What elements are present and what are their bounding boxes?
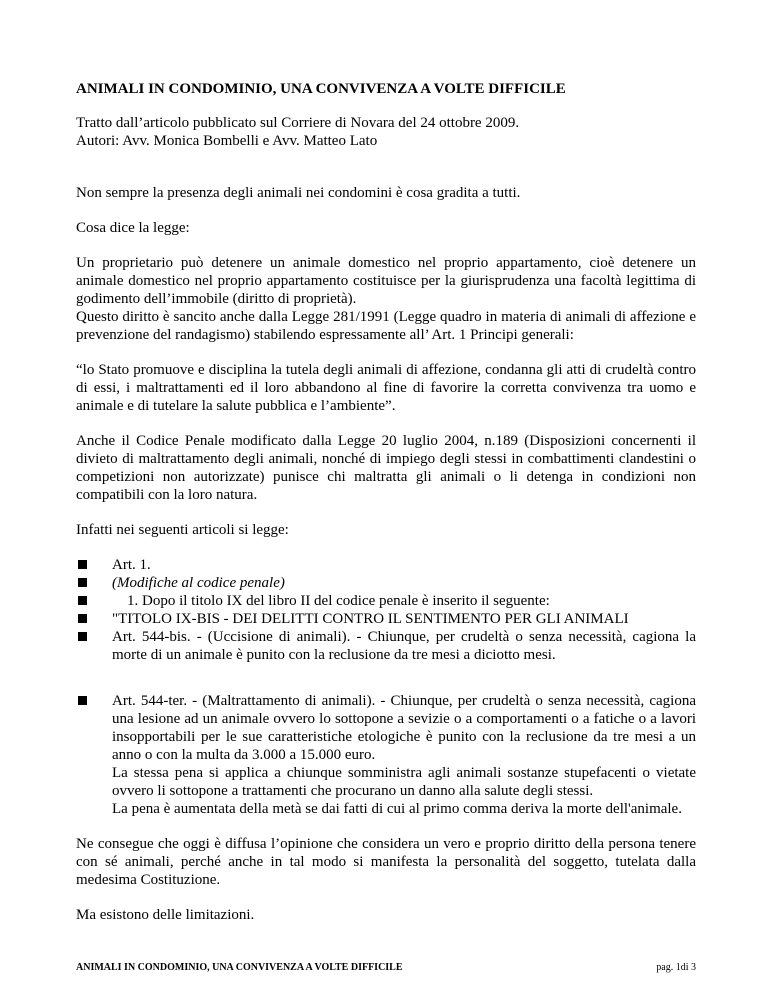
owner-paragraph-text: Un proprietario può detenere un animale domestico nel proprio appartamento, cioè detenere un animale domestico nel proprio appartamento costituisce per la giurisprudenza una facoltà legittima di godimento dell’immobile (diritto di proprietà). (76, 255, 696, 307)
consequence-paragraph: Ne consegue che oggi è diffusa l’opinione che considera un vero e proprio diritto della persona tenere con sé animali, perché anche in tal modo si manifesta la personalità del soggetto, tutelata dalla medesima Costituzione. (76, 836, 696, 888)
owner-rights-paragraph (76, 254, 696, 344)
document-title: ANIMALI IN CONDOMINIO, UNA CONVIVENZA A VOLTE DIFFICILE (76, 81, 566, 97)
black-square-bullet-icon (78, 696, 87, 705)
list-item (76, 610, 696, 628)
articles-intro: Infatti nei seguenti articoli si legge: (76, 522, 289, 538)
black-square-bullet-icon (78, 560, 87, 569)
spacer (76, 150, 696, 184)
black-square-bullet-icon (78, 614, 87, 623)
source-line: Tratto dall’articolo pubblicato sul Corriere di Novara del 24 ottobre 2009. (76, 115, 520, 131)
page-number: pag. 1di 3 (656, 962, 696, 973)
footer-title: ANIMALI IN CONDOMINIO, UNA CONVIVENZA A VOLTE DIFFICILE (76, 962, 403, 973)
limits-paragraph: Ma esistono delle limitazioni. (76, 907, 255, 923)
article-source (76, 114, 696, 150)
list-item-text: Art. 1. (112, 557, 151, 573)
articles-list (76, 556, 696, 818)
list-item-text: 1. Dopo il titolo IX del libro II del codice penale è inserito il seguente: (112, 593, 550, 609)
document-body (76, 80, 696, 941)
law-quote: “lo Stato promuove e disciplina la tutela degli animali di affezione, condanna gli atti di crudeltà contro di essi, i maltrattamenti ed il loro abbandono al fine di favorire la corretta convivenza tra uomo e animale e di tutelare la salute pubblica e l’ambiente”. (76, 362, 696, 414)
list-item-text: Art. 544-ter. - (Maltrattamento di animali). - Chiunque, per crudeltà o senza necessità, cagiona una lesione ad un animale ovvero lo sottopone a sevizie o a comportamenti o a fatiche o a lavori insopportabili per le sue caratteristiche etologiche è punito con la reclusione da tre mesi a un anno o con la multa da 3.000 a 15.000 euro. (112, 693, 696, 763)
list-item (76, 574, 696, 592)
list-item (76, 592, 696, 610)
law-281-paragraph-text: Questo diritto è sancito anche dalla Legge 281/1991 (Legge quadro in materia di animali di affezione e prevenzione del randagismo) stabilendo espressamente all’ Art. 1 Principi generali: (76, 309, 696, 343)
law-heading: Cosa dice la legge: (76, 220, 190, 236)
authors-line: Autori: Avv. Monica Bombelli e Avv. Matteo Lato (76, 133, 378, 149)
list-item-text: La pena è aumentata della metà se dai fatti di cui al primo comma deriva la morte dell'animale. (112, 801, 682, 817)
black-square-bullet-icon (78, 632, 87, 641)
list-item-544-ter (76, 692, 696, 818)
list-item-text: (Modifiche al codice penale) (112, 575, 285, 591)
black-square-bullet-icon (78, 596, 87, 605)
list-item-text: "TITOLO IX-BIS - DEI DELITTI CONTRO IL SENTIMENTO PER GLI ANIMALI (112, 611, 629, 627)
list-item (76, 556, 696, 574)
penal-code-paragraph: Anche il Codice Penale modificato dalla Legge 20 luglio 2004, n.189 (Disposizioni concernenti il divieto di maltrattamento degli animali, nonché di impiego degli stessi in combattimenti clandestini o competizioni non autorizzate) punisce chi maltratta gli animali o li detenga in condizioni non compatibili con la loro natura. (76, 433, 696, 503)
black-square-bullet-icon (78, 578, 87, 587)
intro-paragraph: Non sempre la presenza degli animali nei condomini è cosa gradita a tutti. (76, 185, 521, 201)
list-item (76, 628, 696, 664)
list-item-text: La stessa pena si applica a chiunque somministra agli animali sostanze stupefacenti o vietate ovvero li sottopone a trattamenti che procurano un danno alla salute degli stessi. (112, 765, 696, 799)
list-item-text: Art. 544-bis. - (Uccisione di animali). - Chiunque, per crudeltà o senza necessità, cagiona la morte di un animale è punito con la reclusione da tre mesi a diciotto mesi. (112, 629, 696, 663)
